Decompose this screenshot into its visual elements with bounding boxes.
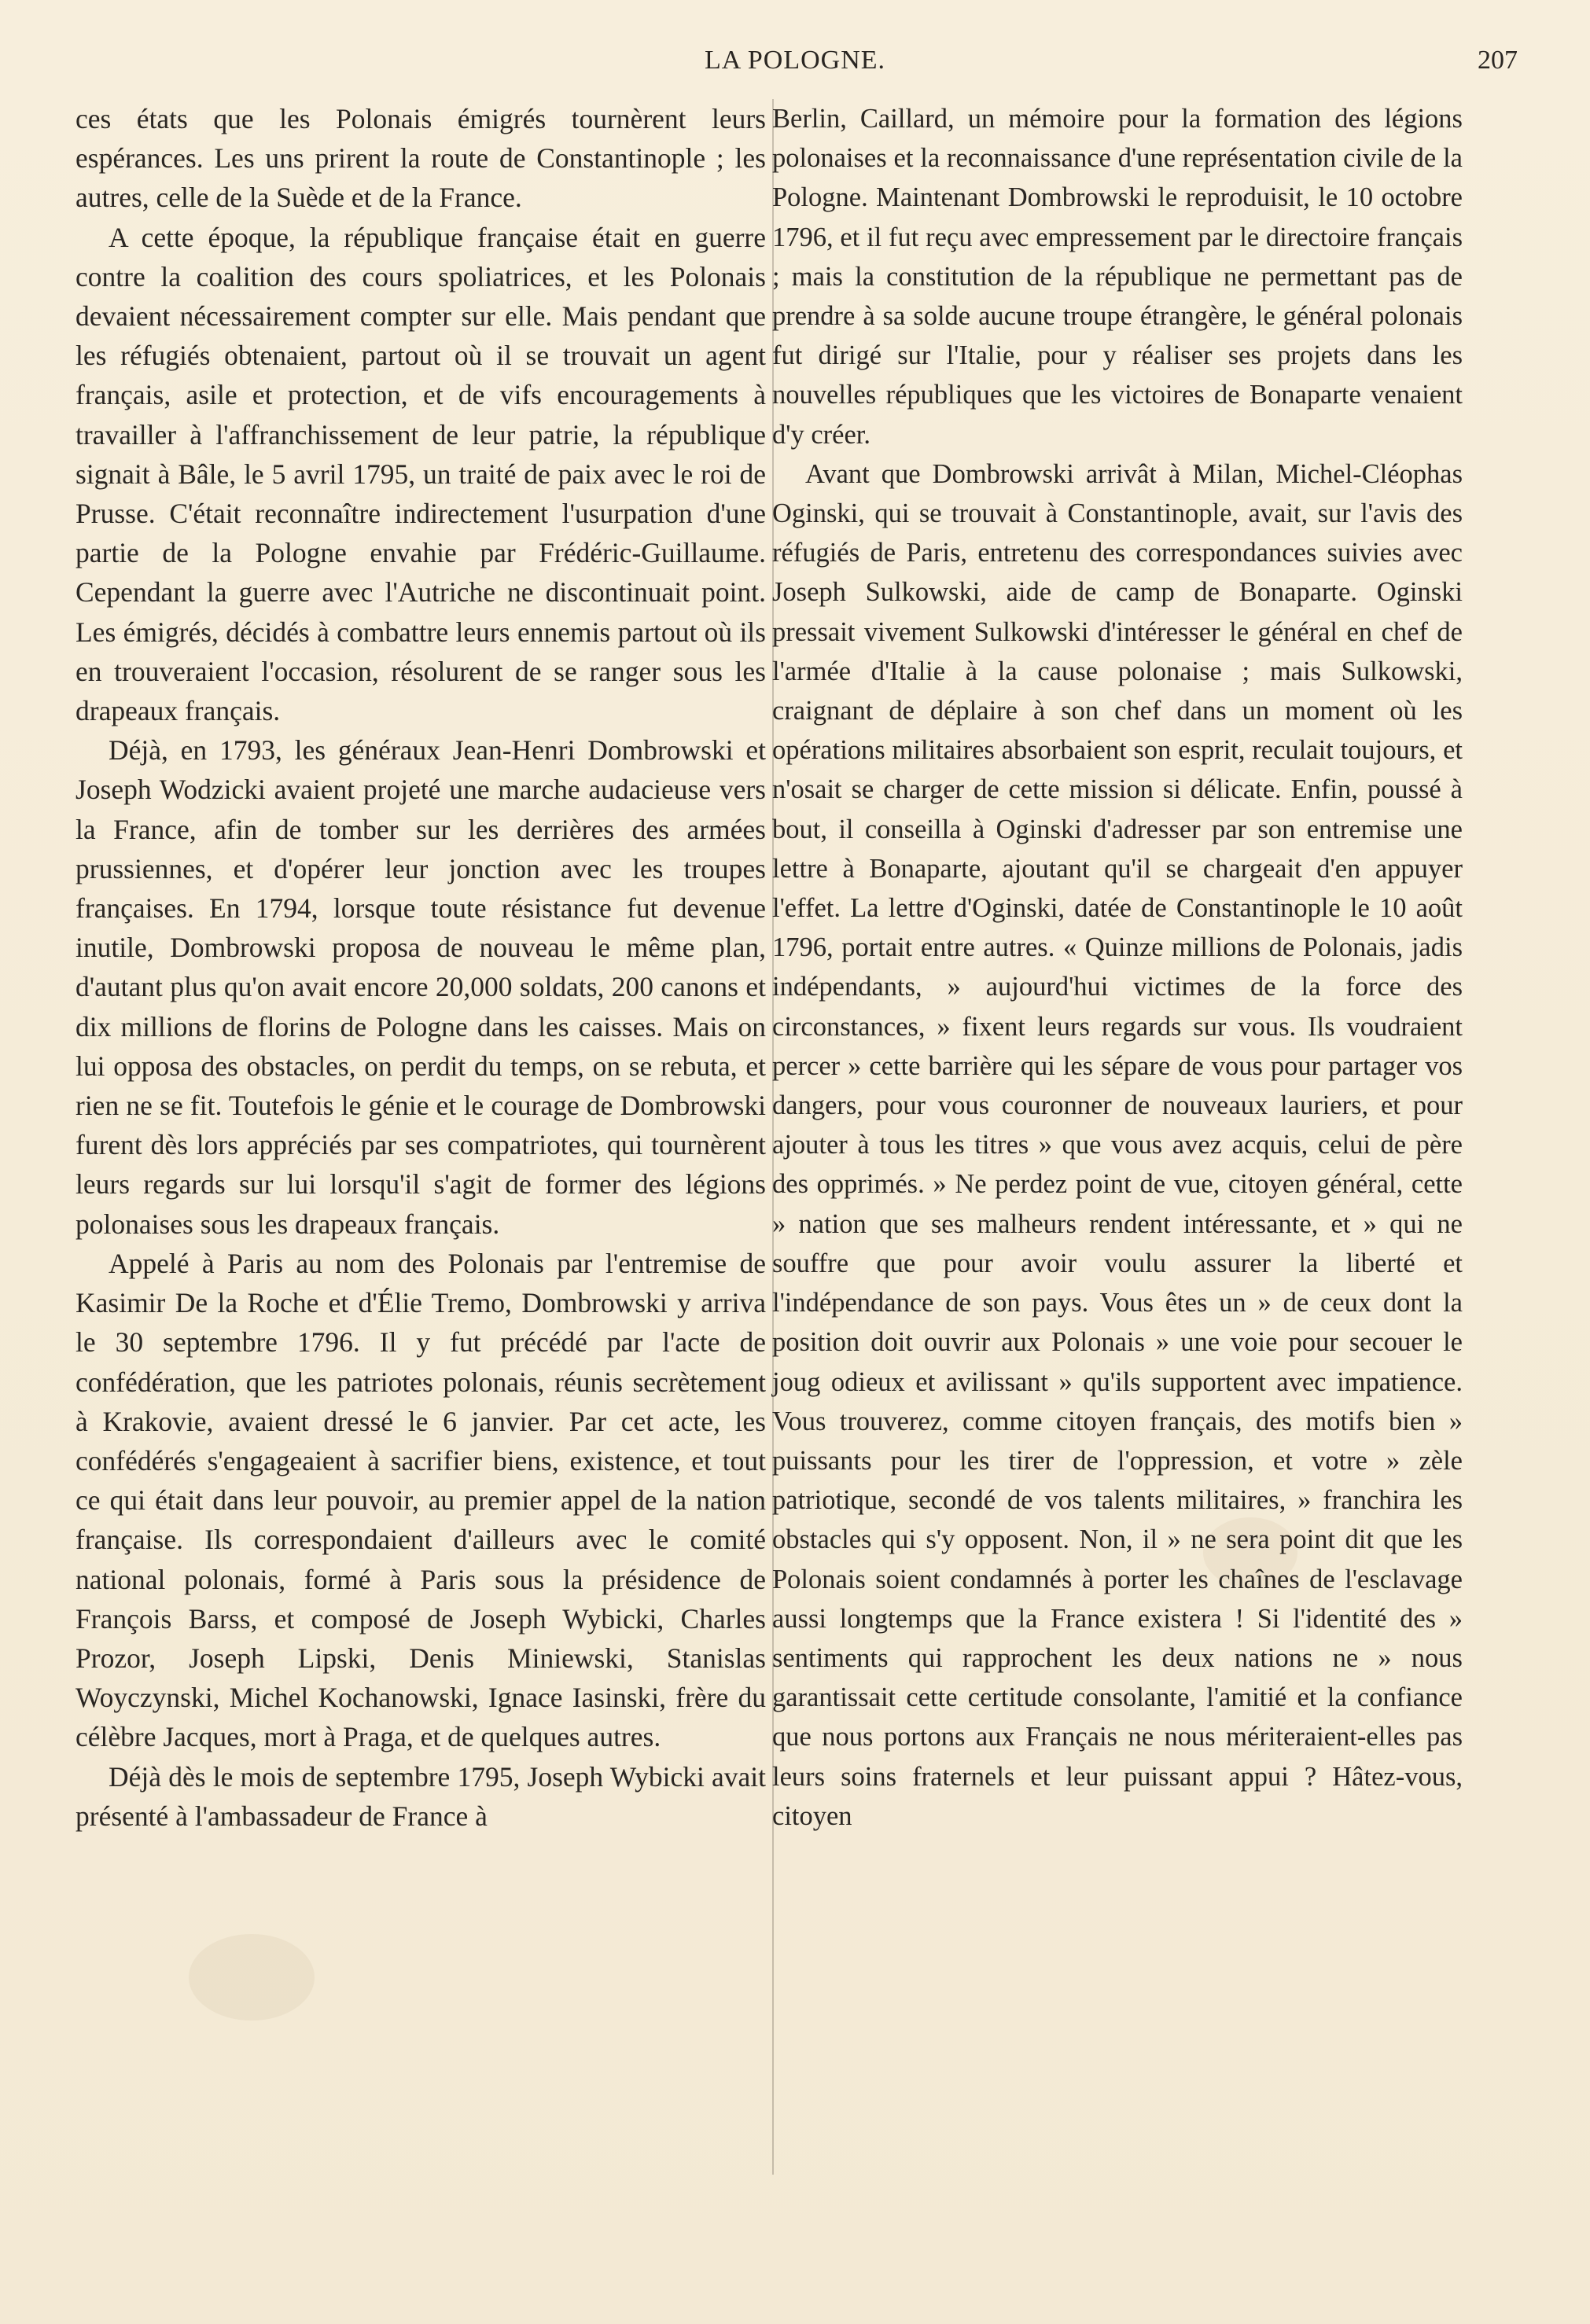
paragraph: Déjà dès le mois de septembre 1795, Joseph Wybicki avait présenté à l'ambassadeur de France à — [75, 1760, 766, 1832]
paper-stain — [189, 1934, 315, 2021]
paragraph: A cette époque, la république française était en guerre contre la coalition des cours spoliatrices, et les Polonais devaient nécessairement compter sur elle. Mais pendant que les réfugiés obtenaient, partout où il se trouvait un agent français, asile et protection, et de vifs encouragements à travailler à l'affranchissement de leur patrie, la république signait à Bâle, le 5 avril 1795, un traité de paix avec le roi de Prusse. C'était reconnaître indirectement l'usurpation d'une partie de la Pologne envahie par Frédéric-Guillaume. Cependant la guerre avec l'Autriche ne discontinuait point. Les émigrés, décidés à combattre leurs ennemis partout où ils en trouveraient l'occasion, résolurent de se ranger sous les drapeaux français. — [75, 221, 766, 727]
page-number: 207 — [1478, 46, 1518, 75]
right-column — [772, 99, 1463, 1836]
paragraph: ces états que les Polonais émigrés tournèrent leurs espérances. Les uns prirent la route de Constantinople ; les autres, celle de la Suède et de la France. — [75, 103, 766, 214]
running-title: LA POLOGNE. — [704, 46, 886, 75]
paragraph: Déjà, en 1793, les généraux Jean-Henri Dombrowski et Joseph Wodzicki avaient projeté une marche audacieuse vers la France, afin de tomber sur les derrières des armées prussiennes, et d'opérer leur jonction avec les troupes françaises. En 1794, lorsque toute résistance fut devenue inutile, Dombrowski proposa de nouveau le même plan, d'autant plus qu'on avait encore 20,000 soldats, 200 canons et dix millions de florins de Pologne dans les caisses. Mais on lui opposa des obstacles, on perdit du temps, on se rebuta, et rien ne se fit. Toutefois le génie et le courage de Dombrowski furent dès lors appréciés par ses compatriotes, qui tournèrent leurs regards sur lui lorsqu'il s'agit de former des légions polonaises sous les drapeaux français. — [75, 734, 766, 1240]
page-header — [72, 46, 1518, 83]
paragraph: Avant que Dombrowski arrivât à Milan, Michel-Cléophas Oginski, qui se trouvait à Constantinople, avait, sur l'avis des réfugiés de Paris, entretenu des correspondances suivies avec Joseph Sulkowski, aide de camp de Bonaparte. Oginski pressait vivement Sulkowski d'intéresser le général en chef de l'armée d'Italie à la cause polonaise ; mais Sulkowski, craignant de déplaire à son chef dans un moment où les opérations militaires absorbaient son esprit, reculait toujours, et n'osait se charger de cette mission si délicate. Enfin, poussé à bout, il conseilla à Oginski d'adresser par son entremise une lettre à Bonaparte, ajoutant qu'il se chargeait d'en appuyer l'effet. La lettre d'Oginski, datée de Constantinople le 10 août 1796, portait entre autres. « Quinze millions de Polonais, jadis indépendants, » aujourd'hui victimes de la force des circonstances, » fixent leurs regards sur vous. Ils voudraient percer » cette barrière qui les sépare de vous pour partager vos dangers, pour vous couronner de nouveaux lauriers, et pour ajouter à tous les titres » que vous avez acquis, celui de père des opprimés. » Ne perdez point de vue, citoyen général, cette » nation que ses malheurs rendent intéressante, et » qui ne souffre que pour avoir voulu assurer la liberté et l'indépendance de son pays. Vous êtes un » de ceux dont la position doit ouvrir aux Polonais » une voie pour secouer le joug odieux et avilissant » qu'ils supportent avec impatience. Vous trouverez, comme citoyen français, des motifs bien » puissants pour les tirer de l'oppression, et votre » zèle patriotique, secondé de vos talents militaires, » franchira les obstacles qui s'y opposent. Non, il » ne sera point dit que les Polonais soient condamnés à porter les chaînes de l'esclavage aussi longtemps que la France existera ! Si l'identité des » sentiments qui rapprochent les deux nations ne » nous garantissait cette certitude consolante, l'amitié et la confiance que nous portons aux Français ne nous mériteraient-elles pas leurs soins fraternels et leur puissant appui ? Hâtez-vous, citoyen — [772, 458, 1463, 1831]
article-body — [75, 99, 1463, 1836]
paragraph: Appelé à Paris au nom des Polonais par l'entremise de Kasimir De la Roche et d'Élie Tremo, Dombrowski y arriva le 30 septembre 1796. Il y fut précédé par l'acte de confédération, que les patriotes polonais, réunis secrètement à Krakovie, avaient dressé le 6 janvier. Par cet acte, les confédérés s'engageaient à sacrifier biens, existence, et tout ce qui était dans leur pouvoir, au premier appel de la nation française. Ils correspondaient d'ailleurs avec le comité national polonais, formé à Paris sous la présidence de François Barss, et composé de Joseph Wybicki, Charles Prozor, Joseph Lipski, Denis Miniewski, Stanislas Woyczynski, Michel Kochanowski, Ignace Iasinski, frère du célèbre Jacques, mort à Praga, et de quelques autres. — [75, 1247, 766, 1753]
paragraph: Berlin, Caillard, un mémoire pour la formation des légions polonaises et la reconnaissance d'une représentation civile de la Pologne. Maintenant Dombrowski le reproduisit, le 10 octobre 1796, et il fut reçu avec empressement par le directoire français ; mais la constitution de la république ne permettant pas de prendre à sa solde aucune troupe étrangère, le général polonais fut dirigé sur l'Italie, pour y réaliser ses projets dans les nouvelles républiques que les victoires de Bonaparte venaient d'y créer. — [772, 104, 1463, 450]
left-column — [75, 99, 766, 1836]
